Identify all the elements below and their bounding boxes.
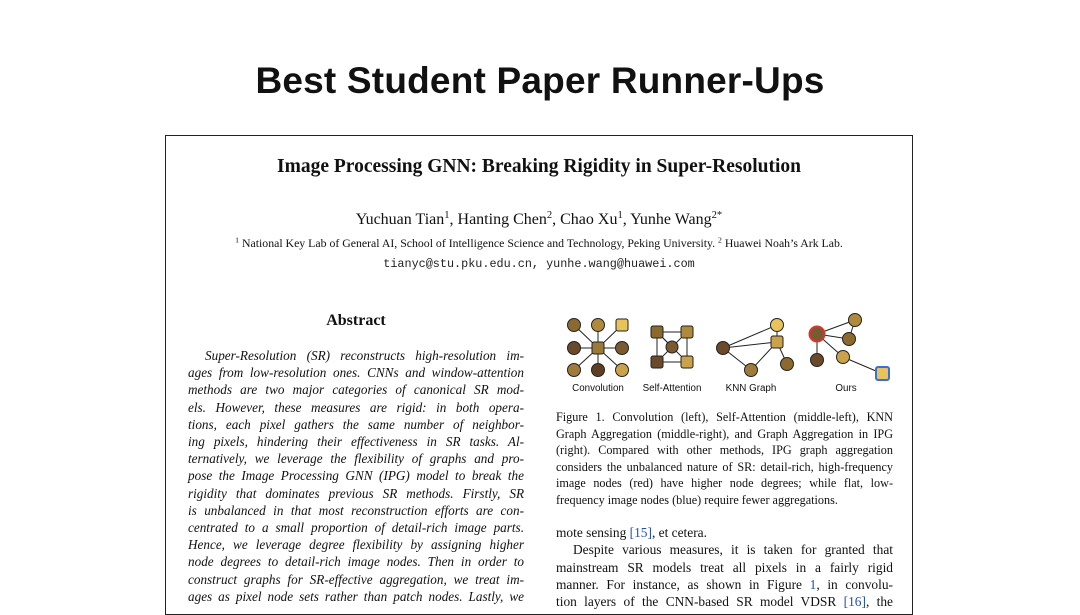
abstract-line: pose the Image Processing GNN (IPG) model to break the xyxy=(188,468,524,484)
abstract-heading: Abstract xyxy=(326,312,386,329)
caption-line: considers the unbalanced nature of SR: detail-rich, high-frequency xyxy=(556,459,893,474)
author-name: Yuchuan Tian xyxy=(355,211,445,228)
body-text: mote sensing xyxy=(556,525,630,540)
author-name: Yunhe Wang xyxy=(630,211,712,228)
affiliation-1: National Key Lab of General AI, School of Intelligence Science and Technology, Peking University. xyxy=(241,236,716,250)
author-separator: , xyxy=(552,211,561,228)
abstract-line: ages as pixel node sets rather than patch nodes. Lastly, we xyxy=(188,588,524,604)
figure-caption xyxy=(556,409,893,508)
slide-title: Best Student Paper Runner-Ups xyxy=(255,60,825,101)
body-text: tion layers of the CNN-based SR model VDSR xyxy=(556,594,844,610)
intro-text xyxy=(556,524,893,610)
abstract-line: Hence, we leverage degree flexibility by assigning higher xyxy=(188,537,524,553)
abstract-line: node degrees to detail-rich image nodes. Then in order to xyxy=(188,554,524,570)
abstract-body xyxy=(188,347,524,605)
body-text: , the xyxy=(865,594,893,610)
author-affiliation-mark: 1 xyxy=(444,210,450,222)
body-text: , et cetera. xyxy=(651,525,707,540)
abstract-line: methods are two major categories of canonical SR mod- xyxy=(188,382,524,398)
affiliation-mark: 1 xyxy=(235,235,240,245)
author-separator: , xyxy=(449,211,458,228)
body-line: mainstream SR models treat all pixels in a fairly rigid xyxy=(556,559,893,575)
author-affiliation-mark: 1 xyxy=(617,210,623,222)
convolution-graph xyxy=(568,319,629,377)
affiliation-2: Huawei Noah’s Ark Lab. xyxy=(724,236,843,250)
citation-link[interactable]: [16] xyxy=(843,594,866,610)
paper-title: Image Processing GNN: Breaking Rigidity in Super-Resolution xyxy=(277,156,801,177)
author-separator: , xyxy=(622,211,631,228)
abstract-line: Super-Resolution (SR) reconstructs high-resolution im- xyxy=(205,348,524,363)
caption-line: Figure 1. Convolution (left), Self-Attention (middle-left), KNN xyxy=(556,410,893,424)
abstract-line: els. However, these measures are rigid: in both opera- xyxy=(188,399,524,415)
caption-line: Graph Aggregation (middle-right), and Graph Aggregation in IPG xyxy=(556,426,893,441)
abstract-line: tions, each pixel gathers the same number of neighbor- xyxy=(188,416,524,432)
body-text: , in convolu- xyxy=(816,576,894,592)
abstract-line: rigidity that dominates previous SR methods. Firstly, SR xyxy=(188,485,524,501)
abstract-line: centrated to a small proportion of detail-rich image parts. xyxy=(188,520,524,536)
abstract-line: construct graphs for SR-effective aggregation, we treat im- xyxy=(188,571,524,587)
figure-label-convolution: Convolution xyxy=(572,383,624,394)
body-text: manner. For instance, as shown in Figure xyxy=(556,576,810,592)
figure-label-self-attention: Self-Attention xyxy=(642,383,702,394)
abstract-line: ternatively, we leverage the flexibility of graphs and pro- xyxy=(188,451,524,467)
body-line xyxy=(556,524,893,541)
abstract-line: ing pixels, hindering their effectiveness in SR tasks. Al- xyxy=(188,434,524,450)
figure-1-graphs xyxy=(563,312,896,382)
abstract-line: is unbalanced in that most reconstruction efforts are con- xyxy=(188,502,524,518)
citation-link[interactable]: [15] xyxy=(629,525,652,540)
paper-page xyxy=(165,135,913,615)
author-name: Chao Xu xyxy=(560,211,618,228)
body-line: Despite various measures, it is taken for granted that xyxy=(573,542,893,558)
caption-line: (right). Compared with other methods, IPG graph aggregation xyxy=(556,443,893,457)
figure-ref-link[interactable]: 1 xyxy=(809,576,817,592)
body-line xyxy=(556,576,893,593)
ipg-graph xyxy=(810,314,890,381)
author-affiliation-mark: 2* xyxy=(711,210,723,222)
body-line xyxy=(556,593,893,610)
affiliations xyxy=(166,236,912,251)
author-affiliation-mark: 2 xyxy=(546,210,553,222)
figure-label-ours: Ours xyxy=(835,383,857,394)
figure-label-knn-graph: KNN Graph xyxy=(725,383,777,394)
knn-graph xyxy=(717,319,794,377)
caption-line: image nodes (red) have higher node degrees; while flat, low- xyxy=(556,476,893,490)
author-list xyxy=(166,211,912,229)
author-name: Hanting Chen xyxy=(457,211,547,228)
caption-line: frequency image nodes (blue) require fewer aggregations. xyxy=(556,492,838,507)
abstract-line: ages from low-resolution ones. CNNs and window-attention xyxy=(188,365,524,381)
figure-1 xyxy=(563,312,896,396)
author-emails: tianyc@stu.pku.edu.cn, yunhe.wang@huawei.com xyxy=(383,257,695,271)
affiliation-mark: 2 xyxy=(718,235,722,245)
self-attention-graph xyxy=(651,326,693,368)
